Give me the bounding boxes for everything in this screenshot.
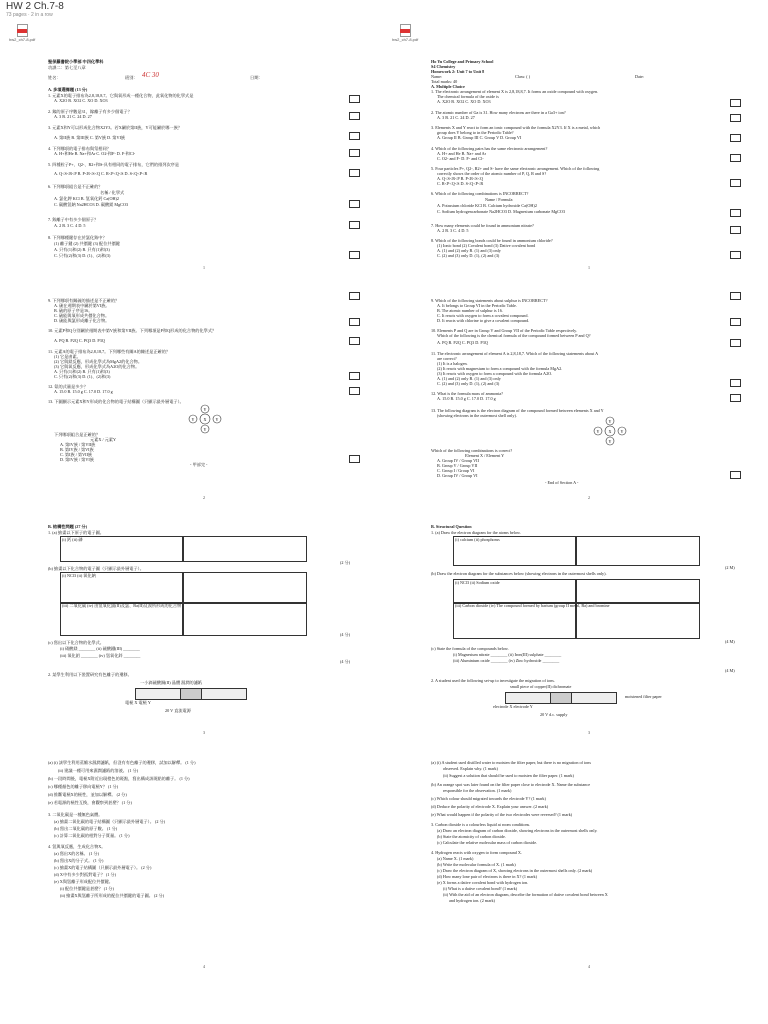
- marks-label: (2 分): [340, 560, 351, 565]
- frame-divider: [182, 572, 184, 636]
- page-chinese-2: [40, 290, 370, 505]
- question-text: (ii) With the aid of an electron diagram, describe the formation of dative covalent bond between X: [443, 892, 608, 897]
- question-text: 13. 下圖顯示元素X和Y形成的化合物的電子結構圖（只顯示最外層電子）。: [48, 399, 184, 404]
- question-text: (a) 寫出X的名稱。 (1 分): [54, 851, 100, 856]
- question-text: (c) Which colour should migrated towards the electrode Y? (1 mark): [431, 796, 546, 801]
- options-text: A. 第II族 B. 第III族 C. 第V族 D. 第VI族: [54, 135, 126, 140]
- fill-blank[interactable]: (iii) 氧化鋁 ________ (iv) 氫氧化鋅 ________: [60, 653, 141, 658]
- crystal-diagram: [550, 692, 572, 704]
- question-text: (a) (i) 該學生利用蒸餾水濕潤濾紙，但沒有有色離子的遷移，試加以解釋。 (1 分): [48, 760, 196, 765]
- page-number: 3: [203, 730, 205, 735]
- diagram-label: X: [203, 417, 207, 422]
- name-label: 姓名：: [48, 75, 61, 80]
- total-marks: Total marks: 40: [431, 79, 458, 84]
- question-text: (ii) 繪畫X與氫離子所形成的配位共價鍵的電子圖。 (2 分): [60, 893, 165, 898]
- pdf-caption: hw2_ch7-8.pdf: [392, 37, 419, 42]
- page-english-4: [425, 756, 755, 974]
- section-a-heading: A. 多項選擇題 (13 分): [48, 87, 88, 92]
- pdf-file-icon[interactable]: [9, 24, 36, 42]
- answer-box[interactable]: [730, 471, 741, 479]
- page-english-2: [425, 290, 755, 505]
- frame-divider: [182, 536, 184, 562]
- section-end-note: - 甲部完 -: [190, 462, 208, 467]
- question-text: (d) How many lone pair of electrons is there in X? (1 mark): [437, 874, 538, 879]
- options-text: C. 第I族 / 第VII族: [60, 452, 93, 457]
- answer-box[interactable]: [730, 114, 741, 122]
- answer-box[interactable]: [730, 379, 741, 387]
- question-text: 10. 元素P和Q分別屬於週期表中第V族和第VII族。下列哪項是P和Q形成的化合物的化學式？: [48, 328, 217, 333]
- options-text: A. 15.0 B. 15.0 g C. 17.0 D. 17.0 g: [54, 389, 113, 394]
- diagram-label: Y: [203, 407, 207, 412]
- page-number: 1: [588, 265, 590, 270]
- page-number: 4: [203, 964, 205, 969]
- frame-divider: [575, 579, 577, 639]
- diagram-label: Y: [215, 417, 219, 422]
- options-text: A. X2O B. XO2 C. XO D. XO3: [54, 98, 108, 103]
- question-text: 7. How many elements could be found in ammonium nitrate?: [431, 223, 534, 228]
- options-text: A. 2 B. 3 C. 4 D. 5: [54, 223, 86, 228]
- viewer-title-bar: [0, 0, 768, 22]
- name-label: Name:: [431, 74, 443, 79]
- school-name: Ho Yu College and Primary School: [431, 59, 494, 64]
- question-text: are correct?: [437, 356, 457, 361]
- question-text: responsible for the observation. (1 mark): [443, 788, 512, 793]
- question-text: (b) An orange spot was later found on the filter paper close to electrode X. Name the substance: [431, 782, 591, 787]
- answer-box[interactable]: [730, 134, 741, 142]
- question-text: 12. 氨的式量是多少？: [48, 384, 88, 389]
- crystal-diagram: [180, 688, 202, 700]
- options-text: (3) 它與氧反應，形成化學式為A2O的化合物。: [54, 364, 140, 369]
- answer-box[interactable]: [349, 95, 360, 103]
- school-name: 聖保羅書院小學部 中四化學科: [48, 59, 104, 64]
- question-text: 4. Hydrogen reacts with oxygen to form compound X.: [431, 850, 522, 855]
- question-text: 9. 下列哪項有關硫的描述是不正確的？: [48, 298, 120, 303]
- options-text: C. It reacts with oxygen to form a covalent compound.: [437, 313, 529, 318]
- question-text: 12. What is the formula mass of ammonia?: [431, 391, 504, 396]
- question-text: 4. 氫與氧反應，生成化合物X。: [48, 844, 106, 849]
- page-english-3: [425, 522, 755, 742]
- question-text: Which of the following is the chemical formula of the compound formed between P and Q?: [437, 333, 591, 338]
- question-text: (d) 推斷電極X的極性，並加以解釋。 (2 分): [48, 792, 127, 797]
- pdf-file-icon[interactable]: [392, 24, 419, 42]
- question-text: (i) 配位共價鍵是甚麼？ (1 分): [60, 886, 114, 891]
- options-text: A. X2O B. XO2 C. XO D. XO3: [437, 99, 491, 104]
- answer-box[interactable]: [730, 292, 741, 300]
- file-subtitle: 73 pages · 2 in a row: [6, 12, 53, 18]
- file-title: HW 2 Ch.7-8: [6, 1, 64, 12]
- diagram-caption: small piece of copper(II) dichromate: [510, 684, 572, 689]
- options-text: D. It reacts with chlorine to give a covalent compound.: [437, 318, 530, 323]
- answer-box[interactable]: [349, 200, 360, 208]
- question-text: (c) State the formula of the compounds below.: [431, 646, 509, 651]
- page-english-1: [425, 55, 755, 275]
- answer-box[interactable]: [349, 251, 360, 259]
- section-b-heading: B. 結構性問題 (27 分): [48, 524, 88, 529]
- answer-box[interactable]: [349, 292, 360, 300]
- options-text: A. 硫在週期表中屬於第VI族。: [54, 303, 110, 308]
- marks-label: (4 分): [340, 659, 351, 664]
- question-text: (b) Draw the electron diagram for the substances below (showing electrons in the outermost shells only).: [431, 571, 607, 576]
- course-name: S4 Chemistry: [431, 64, 456, 69]
- options-text: D. 第IV族 / 第VI族: [60, 457, 94, 462]
- options-text: B. 硫的原子序是16。: [54, 308, 93, 313]
- date-label: 日期：: [250, 75, 263, 80]
- section-end-note: - End of Section A -: [545, 480, 579, 485]
- question-text: (showing electrons in the outermost shell only).: [437, 413, 517, 418]
- marks-label: (2 M): [725, 565, 735, 570]
- table-header: 元素X / 元素Y: [90, 437, 117, 442]
- question-text: 11. The electronic arrangement of element A is 2,8,18,7. Which of the following statements about A: [431, 351, 599, 356]
- question-text: (c) Draw the electron diagram of X, showing electrons in the outermost shells only. (2 mark): [437, 868, 593, 873]
- page-number: 1: [203, 265, 205, 270]
- page-number: 2: [588, 495, 590, 500]
- page-number: 2: [203, 495, 205, 500]
- frame-divider: [575, 536, 577, 566]
- question-text: 3. Carbon dioxide is a colourless liquid at room conditions.: [431, 822, 531, 827]
- options-text: A. Q<S<R<P B. P<R<S<Q: [437, 176, 484, 181]
- question-text: (ii) 建議一種可用來濕潤濾紙的溶液。 (1 分): [58, 768, 139, 773]
- page-number: 4: [588, 964, 590, 969]
- question-text: 1. 元素X的電子排布為2,8,18,8,7。它與氧形成一種化合物，此氧化物的化學式是: [48, 93, 194, 98]
- question-text: 下列哪項組合是正確的？: [54, 432, 101, 437]
- question-text: 7. 銨離子中有多少個原子？: [48, 217, 99, 222]
- question-text: (b) 一段時間後，電極X附近出現橙色的斑點，寫出構成該斑點的離子。 (1 分): [48, 776, 190, 781]
- marks-label: (4 分): [340, 632, 351, 637]
- diagram-label: Y: [620, 429, 624, 434]
- question-text: (e) What would happen if the polarity of the two electrodes were reversed? (1 mark): [431, 812, 573, 817]
- answer-box[interactable]: [730, 179, 741, 187]
- question-text: (i) What is a dative covalent bond? (1 mark): [443, 886, 518, 891]
- options-text: C. R<P<Q<S D. S<Q<P<R: [437, 181, 484, 186]
- question-text: 2. 鎵的原子序數是31，鎵離子有多少個電子？: [48, 109, 132, 114]
- electron-diagram: [180, 404, 230, 434]
- question-text: 1. (a) 繪畫以下原子的電子圖。: [48, 530, 104, 535]
- question-text: (c) 繪畫X的電子結構圖（只顯示最外層電子）。 (2 分): [54, 865, 152, 870]
- diagram-caption: 電極 X 電極 Y: [125, 700, 151, 705]
- options-text: (1) It is a halogen.: [437, 361, 468, 366]
- marks-label: (4 M): [725, 639, 735, 644]
- options-text: (1) 它是鹵素。: [54, 354, 81, 359]
- question-text: 1. The electronic arrangement of element X is 2,8,18,8,7. It forms an oxide compound with oxygen.: [431, 89, 599, 94]
- question-text: 13. The following diagram is the electron diagram of the compound formed between elements X and Y: [431, 408, 604, 413]
- table-header: Name / Formula: [485, 197, 513, 202]
- options-text: B. The atomic number of sulphur is 16.: [437, 308, 503, 313]
- answer-box[interactable]: [349, 221, 360, 229]
- options-text: A. PQ B. P2Q C. PQ3 D. P3Q: [54, 338, 105, 343]
- page-chinese-1: [40, 55, 370, 275]
- question-text: (a) Name X. (1 mark): [437, 856, 474, 861]
- options-text: A. 氯化鉀 KCl B. 氫氧化鈣 Ca(OH)2: [54, 196, 120, 201]
- question-text: 11. 元素A的電子排布為2,8,18,7。下列哪些有關A的陳述是正確的？: [48, 349, 171, 354]
- answer-box[interactable]: [730, 154, 741, 162]
- section-a-heading: A. Multiple Choice: [431, 84, 465, 89]
- answer-box[interactable]: [730, 226, 741, 234]
- fill-blank[interactable]: (iii) Aluminium oxide ________ (iv) Zinc hydroxide ________: [453, 658, 560, 663]
- answer-box[interactable]: [349, 149, 360, 157]
- options-text: A. 第IV族 / 第VII族: [60, 442, 96, 447]
- question-text: and hydrogen ion. (2 mark): [449, 898, 495, 903]
- options-text: A. 15.0 B. 15.0 g C. 17.0 D. 17.0 g: [437, 396, 496, 401]
- handwritten-class: 4C 30: [142, 71, 159, 79]
- question-text: 3. Elements X and Y react to form an ionic compound with the formula X2Y3. If X is a metal, which: [431, 125, 601, 130]
- options-text: B. 第IV族 / 第VI族: [60, 447, 94, 452]
- electron-diagram: [585, 416, 635, 446]
- options-text: D. Group IV / Group VI: [437, 473, 478, 478]
- question-text: (b) 寫出二氧化碳的原子數。 (1 分): [54, 826, 118, 831]
- options-text: A. 3 B. 21 C. 24 D. 27: [54, 114, 92, 119]
- page-chinese-3: [40, 522, 370, 742]
- diagram-label: Y: [596, 429, 600, 434]
- diagram-label: X: [608, 429, 612, 434]
- options-text: A. (1) and (2) only B. (1) and (3) only: [437, 376, 501, 381]
- class-label: Class: ( ): [515, 74, 531, 79]
- question-text: observed. Explain why. (1 mark): [443, 766, 498, 771]
- question-text: (a) Draw an electron diagram of carbon dioxide, showing electrons in the outermost shells only.: [437, 828, 598, 833]
- answer-box[interactable]: [730, 209, 741, 217]
- options-text: C. 碳酸氫鈉 Na2HCO3 D. 碳酸鎂 MgCO3: [54, 202, 129, 207]
- question-text: group does Y belong to in the Periodic Table?: [437, 130, 514, 135]
- question-text: (b) 寫出X的分子式。 (1 分): [54, 858, 104, 863]
- fill-blank[interactable]: (i) Magnesium nitrate ________ (ii) Iron(III) sulphate ________: [453, 652, 562, 657]
- question-text: (ii) Suggest a solution that should be used to moisten the filter paper. (1 mark): [443, 773, 574, 778]
- fill-blank[interactable]: (i) 硝酸鎂 ________ (ii) 硫酸鐵(III) ________: [60, 646, 140, 651]
- answer-box[interactable]: [730, 318, 741, 326]
- question-text: (d) Deduce the polarity of electrode X. Explain your answer. (2 mark): [431, 804, 549, 809]
- options-text: D. 硫能與氯形成離子化合物。: [54, 318, 110, 323]
- options-text: C. 硫能與氧形成共價化合物。: [54, 313, 110, 318]
- question-text: 4. 下列哪項的電子排布與氖相同？: [48, 146, 111, 151]
- options-text: C. Group I / Group VI: [437, 468, 475, 473]
- question-text: (b) State the atomicity of carbon dioxide.: [437, 834, 506, 839]
- options-text: C. O2- and F- D. F- and Cl-: [437, 156, 484, 161]
- answer-box[interactable]: [730, 251, 741, 259]
- marks-label: (4 M): [725, 668, 735, 673]
- options-text: A. 3 B. 21 C. 24 D. 27: [437, 115, 475, 120]
- sub-question-label: (i) NCl3 (ii) Sodium oxide: [455, 580, 500, 585]
- question-text: (b) 繪畫以下化合物的電子圖（只顯示最外層電子）。: [48, 566, 144, 571]
- answer-box[interactable]: [349, 337, 360, 345]
- options-text: A. (1) and (2) only B. (1) and (3) only: [437, 248, 501, 253]
- options-text: (1) Ionic bond (2) Covalent bond (3) Dative covalent bond: [437, 243, 536, 248]
- options-text: A. 只有(1)和(2) B. 只有(1)和(3): [54, 247, 110, 252]
- question-text: 1. (a) Draw the electron diagram for the atoms below.: [431, 530, 521, 535]
- diagram-label: Y: [191, 417, 195, 422]
- diagram-caption: 20 V 直流電源: [165, 708, 191, 713]
- question-text: (a) (i) A student used distilled water to moisten the filter paper, but there is no migration of ions: [431, 760, 591, 765]
- sub-question-label: (i) calcium (ii) phosphorus: [455, 537, 500, 542]
- options-text: (1) 離子鍵 (2) 共價鍵 (3) 配位共價鍵: [54, 241, 120, 246]
- question-text: (c) Calculate the relative molecular mass of carbon dioxide.: [437, 840, 538, 845]
- options-text: A. Group II B. Group III C. Group V D. Group VI: [437, 135, 522, 140]
- question-text: correctly shows the order of the atomic number of P, Q, R and S?: [437, 171, 547, 176]
- answer-box[interactable]: [349, 132, 360, 140]
- question-text: 5. Four particles P+, Q2-, R2+ and S- have the same electronic arrangement. Which of the following: [431, 166, 600, 171]
- pdf-caption: hw2_ch7-8.pdf: [9, 37, 36, 42]
- options-text: C. (2) and (3) only D. (1), (2) and (3): [437, 381, 500, 386]
- question-text: 2. The atomic number of Ga is 31. How many electrons are there in a Ga3+ ion?: [431, 110, 566, 115]
- options-text: A. H+ and He B. Na+ and Ar: [437, 151, 487, 156]
- options-text: (3) It reacts with oxygen to form a compound with the formula A2O.: [437, 371, 553, 376]
- page-chinese-4: [40, 756, 370, 974]
- question-text: (c) 哪種顏色的離子移向電極Y？ (1 分): [48, 784, 119, 789]
- answer-box[interactable]: [349, 169, 360, 177]
- homework-title: Homework 2: Unit 7 to Unit 8: [431, 69, 485, 74]
- diagram-label: Y: [203, 427, 207, 432]
- diagram-caption: 20 V d.c. supply: [540, 712, 568, 717]
- question-text: (e) X與氫離子形成配位共價鍵。: [54, 879, 113, 884]
- question-text: 4. Which of the following pairs has the same electronic arrangement?: [431, 146, 548, 151]
- question-text: (a) 繪畫二氧化碳的電子結構圖（只顯示最外層電子）。 (2 分): [54, 819, 166, 824]
- diagram-label: Y: [608, 439, 612, 444]
- question-text: (d) X中有多少對孤對電子？ (1 分): [54, 872, 116, 877]
- page-number: 3: [588, 730, 590, 735]
- answer-box[interactable]: [349, 455, 360, 463]
- table-header: 名稱 / 化學式: [100, 190, 125, 195]
- options-text: A. 2 B. 3 C. 4 D. 5: [437, 228, 469, 233]
- options-text: A. Group IV / Group VII: [437, 458, 479, 463]
- question-text: (b) Write the molecular formula of X. (1 mark): [437, 862, 516, 867]
- diagram-label: Y: [608, 419, 612, 424]
- sub-question-label: (iii) 二氧化碳 (iv) 由氫氧化鋇(II)及氯、Ba(II)及溴所形成的化合物: [62, 603, 182, 608]
- options-text: A. PQ B. P2Q C. PQ3 D. P3Q: [437, 340, 488, 345]
- options-text: C. 只有(2)和(3) D. (1)、(2)和(3): [54, 374, 111, 379]
- answer-box[interactable]: [349, 372, 360, 380]
- date-label: Date:: [635, 74, 645, 79]
- section-b-heading: B. Structural Question: [431, 524, 472, 529]
- question-text: 2. 某學生利用以下裝置研究有色離子的遷移。: [48, 672, 132, 677]
- options-text: B. Group V / Group VII: [437, 463, 478, 468]
- options-text: C. (2) and (3) only D. (1), (2) and (3): [437, 253, 500, 258]
- table-header: Element X / Element Y: [465, 453, 505, 458]
- options-text: (2) It reacts with magnesium to form a compound with the formula MgA2.: [437, 366, 563, 371]
- diagram-caption: 一小滴硫酸銅(II) 晶體 濕潤的濾紙: [140, 680, 203, 685]
- question-text: Which of the following combinations is correct?: [431, 448, 513, 453]
- options-text: A. It belongs to Group VI in the Periodic Table.: [437, 303, 517, 308]
- question-text: 5. 四種粒子P+、Q2-、R2+和S-具有相同的電子排布，它們的排列次序是: [48, 162, 180, 167]
- options-text: A. Potassium chloride KCl B. Calcium hydroxide Ca(OH)2: [437, 203, 537, 208]
- options-text: C. 只有(2)和(3) D. (1)、(2)和(3): [54, 253, 111, 258]
- answer-box[interactable]: [730, 99, 741, 107]
- question-text: (e) X forms a dative covalent bond with hydrogen ion.: [437, 880, 529, 885]
- question-text: 9. Which of the following statements about sulphur is INCORRECT?: [431, 298, 548, 303]
- sub-question-label: (iii) Carbon dioxide (iv) The compound formed by barium (group II metal, Ba) and bromine: [455, 603, 610, 608]
- class-label: 班別：: [125, 75, 138, 80]
- options-text: A. 只有(1)和(2) B. 只有(1)和(3): [54, 369, 110, 374]
- diagram-caption: moistened filter paper: [625, 694, 662, 699]
- answer-box[interactable]: [730, 394, 741, 402]
- options-text: A. H+和He B. Na+和Ar C. O2-和F- D. F-和Cl-: [54, 151, 136, 156]
- question-text: 3. 元素X和Y可以形成化合物X2Y3。若X屬於第II族，Y可能屬於哪一族？: [48, 125, 182, 130]
- question-text: (e) 若電源的極性互換，會觀察到甚麼？ (1 分): [48, 800, 132, 805]
- question-text: 6. 下列哪項組合是不正確的？: [48, 184, 103, 189]
- question-text: 2. A student used the following set-up to investigate the migration of ions.: [431, 678, 555, 683]
- question-text: 8. 下列哪種鍵存在於氯化銨中？: [48, 235, 107, 240]
- question-text: 3. 二氧化碳是一種無色氣體。: [48, 812, 103, 817]
- answer-box[interactable]: [349, 318, 360, 326]
- answer-box[interactable]: [349, 112, 360, 120]
- answer-box[interactable]: [730, 339, 741, 347]
- question-text: (c) 寫出以下化合物的化學式。: [48, 640, 104, 645]
- options-text: A. Q<S<R<P B. P<R<S<Q C. R<P<Q<S D. S<Q<P<R: [54, 171, 148, 176]
- question-text: 10. Elements P and Q are in Group V and Group VII of the Periodic Table respectively.: [431, 328, 577, 333]
- homework-title: 功課二：第七至八章: [48, 65, 86, 70]
- answer-box[interactable]: [349, 387, 360, 395]
- sub-question-label: (i) NCl3 (ii) 氧化鈉: [62, 573, 96, 578]
- diagram-caption: electrode X electrode Y: [493, 704, 533, 709]
- options-text: (2) 它與鎂反應，形成化學式為MgA2的化合物。: [54, 359, 143, 364]
- question-text: 6. Which of the following combinations is INCORRECT?: [431, 191, 529, 196]
- sub-question-label: (i) 鈣 (ii) 磷: [62, 537, 83, 542]
- options-text: C. Sodium hydrogencarbonate Na2HCO3 D. Magnesium carbonate MgCO3: [437, 209, 566, 214]
- question-text: 8. Which of the following bonds could be found in ammonium chloride?: [431, 238, 553, 243]
- question-text: (c) 計算二氧化碳的相對分子質量。 (1 分): [54, 833, 130, 838]
- question-text: The chemical formula of the oxide is: [437, 94, 499, 99]
